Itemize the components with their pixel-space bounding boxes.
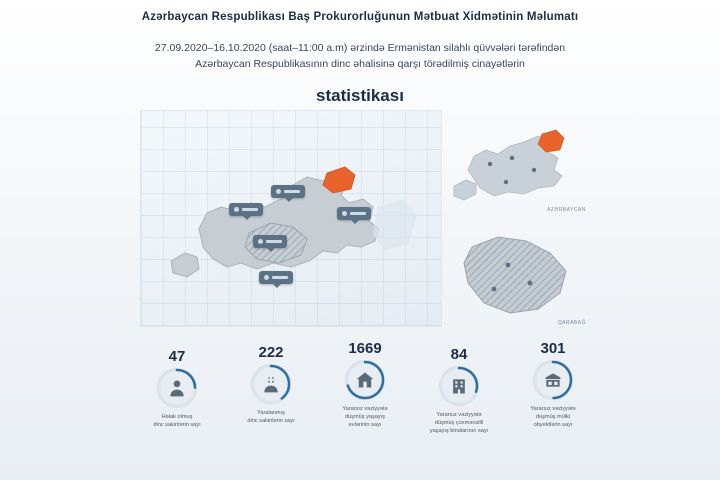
- stat-circle: [533, 360, 573, 400]
- stat-circle: [439, 366, 479, 406]
- house-icon: [347, 362, 383, 398]
- stat-value: 47: [168, 348, 186, 365]
- pin-bar-icon: [272, 276, 288, 279]
- pin-dot-icon: [264, 275, 269, 280]
- stat-item-damaged-houses: [318, 340, 412, 429]
- map-pin-5[interactable]: [259, 271, 293, 284]
- side-map-azerbaijan-svg: [450, 112, 590, 212]
- map-pin-3[interactable]: [337, 207, 371, 220]
- subtitle-block: [0, 40, 720, 72]
- side-map-azerbaijan-label: AZƏRBAYCAN: [547, 207, 586, 213]
- pin-bar-icon: [266, 240, 282, 243]
- page-title: Azərbaycan Respublikası Baş Prokurorluğunun Mətbuat Xidmətinin Məlumatı: [141, 11, 579, 23]
- subtitle-line-2: Azərbaycan Respublikasının dinc əhalisinə qarşı törədilmiş cinayətlərin: [195, 58, 525, 70]
- stat-value: 222: [258, 344, 284, 361]
- stat-item-damaged-civil-objects: [506, 340, 600, 429]
- stat-circle: [157, 368, 197, 408]
- stat-label-line-1: Yaralanmış: [257, 410, 285, 416]
- stat-item-damaged-apartment-buildings: [412, 346, 506, 435]
- stat-label-line-1: Yararsız vəziyyətə: [342, 406, 388, 412]
- stat-item-killed-civilians: [130, 348, 224, 429]
- stat-label-line-3: yaşayış binalarının sayı: [429, 428, 489, 434]
- pin-dot-icon: [234, 207, 239, 212]
- stat-circle: [251, 364, 291, 404]
- side-map-karabakh: [450, 225, 590, 325]
- side-map-karabakh-label: QARABAĞ: [557, 320, 586, 326]
- stat-item-wounded-civilians: [224, 344, 318, 425]
- stat-label-line-3: evlərinin sayı: [348, 422, 382, 428]
- stat-label-line-2: düşmüş çoxmənzilli: [434, 420, 484, 426]
- apartment-building-icon: [441, 368, 477, 404]
- stat-circle: [345, 360, 385, 400]
- stat-label: [412, 411, 506, 435]
- civil-object-icon: [535, 362, 571, 398]
- stat-label-line-1: Yararsız vəziyyətə: [530, 406, 576, 412]
- subtitle-line-3: statistikası: [316, 86, 404, 105]
- pin-dot-icon: [258, 239, 263, 244]
- stat-label-line-2: dinc sakinlərin sayı: [153, 422, 201, 428]
- main-map-panel: [140, 110, 442, 327]
- stat-value: 1669: [348, 340, 382, 357]
- injured-person-icon: [253, 366, 289, 402]
- pin-bar-icon: [284, 190, 300, 193]
- stat-label-line-3: obyektlərin sayı: [533, 422, 573, 428]
- side-map-karabakh-svg: [450, 225, 590, 325]
- map-pin-2[interactable]: [271, 185, 305, 198]
- azerbaijan-map-svg: [141, 111, 441, 326]
- side-map-azerbaijan: [450, 112, 590, 212]
- map-pin-4[interactable]: [253, 235, 287, 248]
- subtitle-line-1: 27.09.2020–16.10.2020 (saat–11:00 a.m) ərzində Ermənistan silahlı qüvvələri tərəfindən: [154, 42, 566, 54]
- stat-label: [318, 405, 412, 429]
- stat-label-line-1: Həlak olmuş: [161, 414, 193, 420]
- stat-label-line-2: düşmüş yaşayış: [344, 414, 386, 420]
- header: [0, 10, 720, 25]
- pin-bar-icon: [350, 212, 366, 215]
- stat-label: [506, 405, 600, 429]
- statistics-row: [130, 340, 600, 460]
- stat-label-line-2: düşmüş mülki: [535, 414, 571, 420]
- stat-label-line-2: dinc sakinlərin sayı: [247, 418, 295, 424]
- pin-dot-icon: [276, 189, 281, 194]
- map-pin-1[interactable]: [229, 203, 263, 216]
- stat-value: 301: [540, 340, 566, 357]
- person-icon: [159, 370, 195, 406]
- pin-bar-icon: [242, 208, 258, 211]
- pin-dot-icon: [342, 211, 347, 216]
- stat-label-line-1: Yararsız vəziyyətə: [436, 412, 482, 418]
- stat-value: 84: [450, 346, 468, 363]
- stat-label: [130, 413, 224, 429]
- stat-label: [224, 409, 318, 425]
